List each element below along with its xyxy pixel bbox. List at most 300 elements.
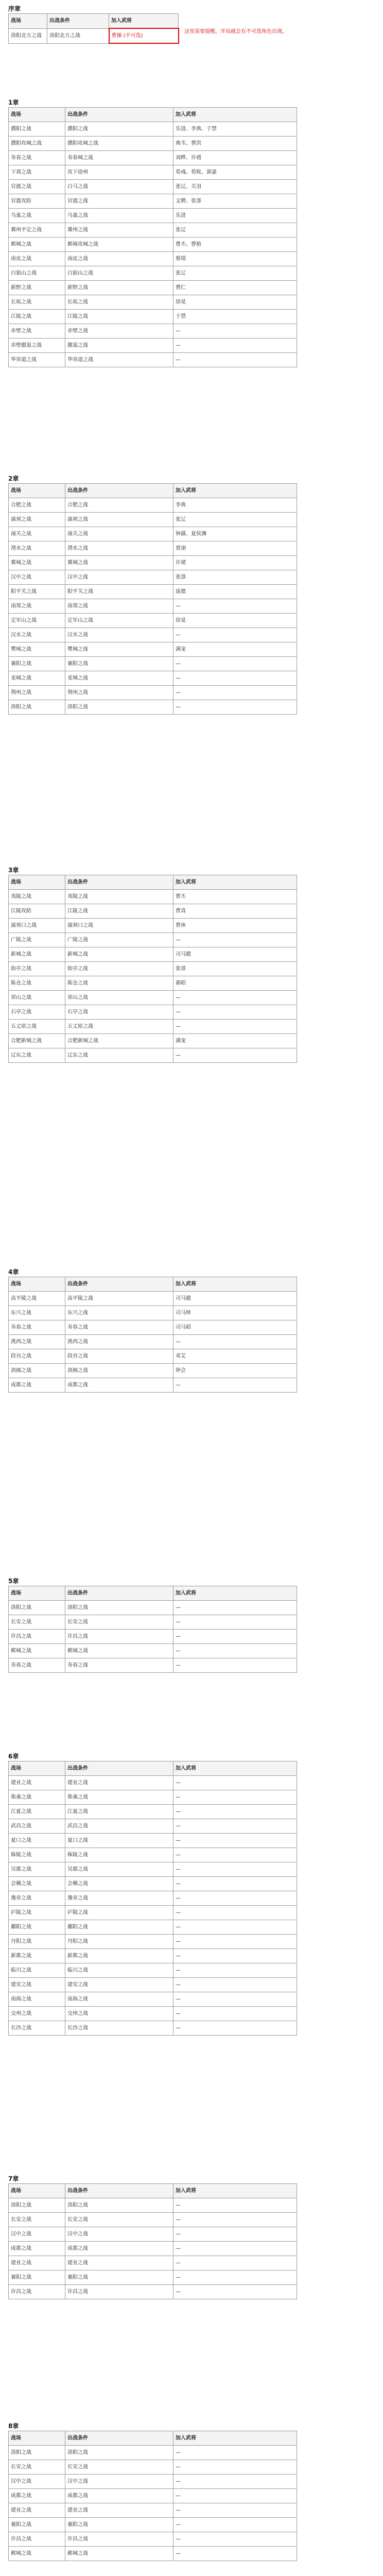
- table-cell: 赤壁撤退之战: [9, 338, 65, 353]
- table-row: [9, 541, 297, 556]
- table-cell: —: [173, 1819, 297, 1834]
- table-cell: 段谷之战: [65, 1349, 173, 1364]
- table-cell: 剑阁之战: [9, 1364, 65, 1378]
- table-cell: 鄱阳之战: [9, 1920, 65, 1935]
- table-cell: 濮阳之战: [65, 122, 173, 137]
- table-cell: —: [173, 686, 297, 700]
- table-row: [9, 2532, 297, 2547]
- table-row: [9, 1615, 297, 1630]
- table-cell: 丹阳之战: [65, 1935, 173, 1949]
- table-row: [9, 1978, 297, 1992]
- table-row: [9, 2503, 297, 2518]
- table-header-row: [9, 1586, 297, 1601]
- table-cell: 庞德: [173, 585, 297, 599]
- table-cell: 濡须口之战: [9, 919, 65, 933]
- table-cell: 合肥之战: [9, 498, 65, 513]
- table-cell-highlight: 曹操 (不可选): [109, 28, 179, 43]
- table-cell: 徐晃: [173, 295, 297, 310]
- table-cell: —: [173, 1906, 297, 1920]
- table-cell: 汉中之战: [65, 570, 173, 585]
- table-cell: 许褚: [173, 556, 297, 570]
- table-cell: —: [173, 1020, 297, 1034]
- table-cell: —: [173, 2475, 297, 2489]
- table-cell: —: [173, 1776, 297, 1790]
- table-row: [9, 180, 297, 194]
- table-row: [9, 1020, 297, 1034]
- table-cell: 夏口之战: [65, 1834, 173, 1848]
- table-cell: —: [173, 2518, 297, 2532]
- table-cell: 新都之战: [65, 1949, 173, 1963]
- header-cell: 战场: [9, 2431, 65, 2446]
- table-cell: —: [173, 1949, 297, 1963]
- table-cell: 赤壁之战: [9, 324, 65, 338]
- header-cell: 战场: [9, 875, 65, 890]
- table-cell: 东兴之战: [65, 1306, 173, 1320]
- table-cell: —: [173, 1630, 297, 1644]
- table-row: [9, 252, 297, 266]
- header-cell: 加入武将: [173, 1277, 297, 1292]
- table-cell: 南皮之战: [65, 252, 173, 266]
- prologue-section: [8, 4, 287, 44]
- table-row: [9, 919, 297, 933]
- table-cell: 陈仓之战: [65, 976, 173, 991]
- table-cell: 寿春城之战: [65, 151, 173, 165]
- table-row: [9, 1658, 297, 1673]
- table-cell: 成都之战: [9, 1378, 65, 1393]
- table-cell: 定军山之战: [9, 614, 65, 628]
- table-row: [9, 947, 297, 962]
- table-cell: —: [173, 657, 297, 671]
- chapter-table: [8, 107, 297, 367]
- table-row: [9, 628, 297, 642]
- table-cell: 洛阳之战: [65, 700, 173, 715]
- table-cell: 成都之战: [9, 2489, 65, 2503]
- chapter-section: [8, 1752, 297, 2036]
- table-cell: —: [173, 1615, 297, 1630]
- table-header-row: [9, 875, 297, 890]
- table-cell: 张郃: [173, 962, 297, 976]
- table-cell: 洛阳之战: [65, 2446, 173, 2460]
- table-cell: 高平陵之战: [9, 1292, 65, 1306]
- table-cell: 汉中之战: [65, 2475, 173, 2489]
- table-row: [9, 1378, 297, 1393]
- table-cell: 东兴之战: [9, 1306, 65, 1320]
- table-cell: 张辽、关羽: [173, 180, 297, 194]
- table-cell: —: [173, 1992, 297, 2007]
- table-cell: 曹真: [173, 904, 297, 919]
- table-row: [9, 2446, 297, 2460]
- table-row: [9, 194, 297, 209]
- table-cell: 南郑之战: [65, 599, 173, 614]
- table-cell: 合肥新城之战: [65, 1034, 173, 1048]
- table-row: [9, 1644, 297, 1658]
- table-cell: 贾诩: [173, 541, 297, 556]
- table-cell: —: [173, 1805, 297, 1819]
- header-cell: 战场: [9, 1586, 65, 1601]
- table-cell: 邺城之战: [9, 238, 65, 252]
- table-cell: —: [173, 2213, 297, 2227]
- table-cell: 交州之战: [65, 2007, 173, 2021]
- table-cell: 襄阳之战: [9, 2270, 65, 2285]
- table-cell: 豫章之战: [65, 1891, 173, 1906]
- chapter-title: 8章: [8, 2422, 19, 2430]
- table-cell: 渭水之战: [9, 541, 65, 556]
- table-row: [9, 904, 297, 919]
- table-cell: 江陵攻防: [9, 904, 65, 919]
- table-row: [9, 570, 297, 585]
- table-cell: 夷陵之战: [9, 890, 65, 904]
- table-header-row: [9, 484, 297, 498]
- table-row: [9, 513, 297, 527]
- table-cell: —: [173, 2198, 297, 2213]
- table-row: [9, 2213, 297, 2227]
- table-cell: 石亭之战: [65, 1005, 173, 1020]
- table-cell: 五丈原之战: [65, 1020, 173, 1034]
- table-row: [9, 165, 297, 180]
- table-header-row: [9, 1277, 297, 1292]
- table-row: [9, 2270, 297, 2285]
- table-cell: 长安之战: [9, 2460, 65, 2475]
- table-cell: 临川之战: [9, 1963, 65, 1978]
- table-row: [9, 1335, 297, 1349]
- table-cell: 乐进: [173, 209, 297, 223]
- table-cell: 攻下徐州: [65, 165, 173, 180]
- table-cell: 洛阳北方之战: [47, 28, 109, 43]
- table-cell: —: [173, 1920, 297, 1935]
- table-cell: 新城之战: [9, 947, 65, 962]
- table-cell: 临川之战: [65, 1963, 173, 1978]
- table-row: [9, 209, 297, 223]
- header-cell: 战场: [9, 1277, 65, 1292]
- table-row: [9, 2460, 297, 2475]
- table-cell: 长安之战: [9, 1615, 65, 1630]
- table-row: [9, 933, 297, 947]
- table-row: [9, 1891, 297, 1906]
- table-cell: —: [173, 2227, 297, 2242]
- table-cell: —: [173, 2242, 297, 2256]
- header-cell: 加入武将: [173, 108, 297, 122]
- table-cell: 洛阳之战: [9, 2446, 65, 2460]
- table-row: [9, 1920, 297, 1935]
- table-cell: 许昌之战: [9, 2532, 65, 2547]
- table-cell: 武昌之战: [9, 1819, 65, 1834]
- table-cell: 樊城之战: [9, 642, 65, 657]
- table-cell: 下邳之战: [9, 165, 65, 180]
- table-cell: 乌巢之战: [9, 209, 65, 223]
- table-cell: 会稽之战: [65, 1877, 173, 1891]
- table-cell: 襄阳之战: [65, 657, 173, 671]
- table-cell: 典韦、曹洪: [173, 137, 297, 151]
- table-cell: —: [173, 2021, 297, 2036]
- table-cell: 成都之战: [9, 2242, 65, 2256]
- header-cell: 出战条件: [65, 108, 173, 122]
- table-row: [9, 991, 297, 1005]
- table-cell: 冀城之战: [65, 556, 173, 570]
- chapter-title: 4章: [8, 1268, 19, 1276]
- table-row: [9, 1601, 297, 1615]
- table-cell: 邺城攻城之战: [65, 238, 173, 252]
- table-cell: 建业之战: [65, 1776, 173, 1790]
- table-cell: 汉水之战: [65, 628, 173, 642]
- table-cell: 鄱阳之战: [65, 1920, 173, 1935]
- chapter-title: 5章: [8, 1578, 19, 1585]
- table-cell: 武昌之战: [65, 1819, 173, 1834]
- table-cell: 寿春之战: [9, 151, 65, 165]
- table-cell: 司马昭: [173, 1320, 297, 1335]
- table-cell: 寿春之战: [9, 1320, 65, 1335]
- table-cell: 石亭之战: [9, 1005, 65, 1020]
- table-cell: 阳平关之战: [65, 585, 173, 599]
- table-cell: —: [173, 1963, 297, 1978]
- table-cell: 曹仁: [173, 281, 297, 295]
- table-cell: 江陵之战: [65, 904, 173, 919]
- chapter-section: [8, 2421, 297, 2561]
- table-cell: 新野之战: [65, 281, 173, 295]
- table-cell: —: [173, 2285, 297, 2299]
- table-cell: 长沙之战: [65, 2021, 173, 2036]
- table-cell: 建业之战: [9, 2256, 65, 2270]
- table-cell: 长坂之战: [65, 295, 173, 310]
- table-row: [9, 1776, 297, 1790]
- table-row: [9, 1630, 297, 1644]
- table-cell: 新野之战: [9, 281, 65, 295]
- chapter-section: [8, 1577, 297, 1673]
- chapter-title: 6章: [8, 1753, 19, 1760]
- table-cell: 邓艾: [173, 1349, 297, 1364]
- table-cell: 江夏之战: [9, 1805, 65, 1819]
- table-cell: 汉水之战: [9, 628, 65, 642]
- table-cell: 潼关之战: [65, 527, 173, 541]
- table-cell: 白狼山之战: [9, 266, 65, 281]
- table-cell: 白狼山之战: [65, 266, 173, 281]
- table-cell: —: [173, 1877, 297, 1891]
- table-cell: 洛阳之战: [9, 1601, 65, 1615]
- table-row: [9, 2242, 297, 2256]
- table-cell: 张辽: [173, 513, 297, 527]
- table-cell: 许昌之战: [9, 2285, 65, 2299]
- header-cell: 加入武将: [173, 484, 297, 498]
- chapter-section: [8, 98, 297, 367]
- header-cell: 战场: [9, 14, 47, 29]
- table-row: [9, 1949, 297, 1963]
- header-cell: 战场: [9, 1761, 65, 1776]
- table-row: [9, 700, 297, 715]
- table-row: [9, 1364, 297, 1378]
- header-cell: 出战条件: [65, 2431, 173, 2446]
- table-cell: 刘晔、许褚: [173, 151, 297, 165]
- table-cell: 钟会: [173, 1364, 297, 1378]
- table-cell: 合肥新城之战: [9, 1034, 65, 1048]
- table-row: [9, 686, 297, 700]
- table-cell: 李典: [173, 498, 297, 513]
- table-cell: 辽东之战: [9, 1048, 65, 1063]
- table-cell: 寿春之战: [65, 1658, 173, 1673]
- header-cell: 加入武将: [173, 1586, 297, 1601]
- table-cell: 司马懿: [173, 947, 297, 962]
- table-cell: —: [173, 1644, 297, 1658]
- chapter-table: [8, 875, 297, 1063]
- table-cell: 文聘、张郃: [173, 194, 297, 209]
- table-cell: 洛阳之战: [65, 1601, 173, 1615]
- table-cell: 成都之战: [65, 2242, 173, 2256]
- table-row: [9, 962, 297, 976]
- table-cell: 建业之战: [65, 2503, 173, 2518]
- table-cell: 白马之战: [65, 180, 173, 194]
- chapter-title: 1章: [8, 99, 19, 106]
- table-row: [9, 295, 297, 310]
- table-row: [9, 266, 297, 281]
- table-cell: 祁山之战: [65, 991, 173, 1005]
- table-cell: 丹阳之战: [9, 1935, 65, 1949]
- header-cell: 加入武将: [173, 1761, 297, 1776]
- table-cell: 渭水之战: [65, 541, 173, 556]
- table-row: [9, 338, 297, 353]
- table-cell: 冀州之战: [65, 223, 173, 238]
- table-cell: 秣陵之战: [9, 1848, 65, 1862]
- table-cell: 襄阳之战: [9, 2518, 65, 2532]
- table-cell: 濡须之战: [65, 513, 173, 527]
- header-cell: 出战条件: [65, 1761, 173, 1776]
- table-cell: 许昌之战: [65, 2285, 173, 2299]
- table-cell: 赤壁之战: [65, 324, 173, 338]
- table-row: [9, 890, 297, 904]
- table-cell: —: [173, 2547, 297, 2561]
- table-cell: —: [173, 599, 297, 614]
- table-cell: 华容道之战: [9, 353, 65, 367]
- table-cell: 豫章之战: [9, 1891, 65, 1906]
- table-cell: 张辽: [173, 266, 297, 281]
- header-cell: 加入武将: [109, 14, 179, 29]
- chapter-section: [8, 2174, 297, 2299]
- table-cell: —: [173, 2460, 297, 2475]
- table-cell: —: [173, 1601, 297, 1615]
- table-cell: 于禁: [173, 310, 297, 324]
- table-cell: 长安之战: [65, 1615, 173, 1630]
- table-row: [9, 1992, 297, 2007]
- table-cell: —: [173, 2007, 297, 2021]
- table-row: [9, 599, 297, 614]
- table-row: [9, 1005, 297, 1020]
- table-cell: 辽东之战: [65, 1048, 173, 1063]
- table-cell: —: [173, 1335, 297, 1349]
- table-cell: 洛阳之战: [65, 2198, 173, 2213]
- table-cell: 张郃: [173, 570, 297, 585]
- table-row: [9, 2227, 297, 2242]
- table-cell: 乐进、李典、于禁: [173, 122, 297, 137]
- header-cell: 加入武将: [173, 2431, 297, 2446]
- table-cell: —: [173, 353, 297, 367]
- table-cell: 夷陵之战: [65, 890, 173, 904]
- prologue-title: 序章: [8, 5, 21, 12]
- table-cell: 汉中之战: [9, 570, 65, 585]
- table-cell: —: [173, 1978, 297, 1992]
- table-cell: 长沙之战: [9, 2021, 65, 2036]
- table-cell: 吴郡之战: [65, 1862, 173, 1877]
- header-cell: 出战条件: [65, 1586, 173, 1601]
- table-row: [9, 2256, 297, 2270]
- table-cell: 襄阳之战: [65, 2270, 173, 2285]
- table-cell: 钟繇、夏侯渊: [173, 527, 297, 541]
- table-cell: 秣陵之战: [65, 1848, 173, 1862]
- table-cell: 建业之战: [9, 2503, 65, 2518]
- table-cell: 广陵之战: [65, 933, 173, 947]
- table-cell: 许昌之战: [65, 1630, 173, 1644]
- table-header-row: [9, 2431, 297, 2446]
- table-cell: —: [173, 2489, 297, 2503]
- table-row: [9, 1935, 297, 1949]
- table-cell: —: [173, 324, 297, 338]
- table-cell: 乌巢之战: [65, 209, 173, 223]
- chapter-table: [8, 483, 297, 715]
- prologue-note: 这里需要提醒，开局就会有不可选角色出现。: [184, 29, 287, 35]
- table-row: [9, 556, 297, 570]
- table-cell: 汉中之战: [9, 2227, 65, 2242]
- table-cell: 柴桑之战: [65, 1790, 173, 1805]
- table-row: [9, 1963, 297, 1978]
- table-cell: 长安之战: [65, 2213, 173, 2227]
- chapter-title: 3章: [8, 867, 19, 874]
- chapter-table: [8, 1586, 297, 1673]
- table-cell: 庐陵之战: [65, 1906, 173, 1920]
- table-cell: 司马师: [173, 1306, 297, 1320]
- table-cell: 邺城之战: [9, 2547, 65, 2561]
- table-cell: —: [173, 1862, 297, 1877]
- table-cell: —: [173, 2270, 297, 2285]
- table-cell: 南海之战: [9, 1992, 65, 2007]
- table-row: [9, 223, 297, 238]
- table-cell: 寿春之战: [9, 1658, 65, 1673]
- table-cell: 徐晃: [173, 614, 297, 628]
- table-cell: 江陵之战: [65, 310, 173, 324]
- table-row: [9, 1848, 297, 1862]
- table-cell: —: [173, 671, 297, 686]
- header-cell: 出战条件: [65, 1277, 173, 1292]
- table-cell: 江夏之战: [65, 1805, 173, 1819]
- table-cell: 蔡瑁: [173, 252, 297, 266]
- table-row: [9, 122, 297, 137]
- table-cell: 潼关之战: [9, 527, 65, 541]
- table-cell: 洛阳北方之战: [9, 28, 47, 43]
- table-cell: 建安之战: [65, 1978, 173, 1992]
- table-cell: 邺城之战: [65, 2547, 173, 2561]
- table-cell: 濮阳之战: [9, 122, 65, 137]
- table-row: [9, 976, 297, 991]
- chapter-section: [8, 866, 297, 1063]
- header-cell: 战场: [9, 484, 65, 498]
- table-row: [9, 151, 297, 165]
- table-row: [9, 671, 297, 686]
- table-row: [9, 353, 297, 367]
- table-cell: 吴郡之战: [9, 1862, 65, 1877]
- chapter-section: [8, 1267, 297, 1393]
- table-cell: —: [173, 2446, 297, 2460]
- table-cell: —: [173, 628, 297, 642]
- table-cell: —: [173, 1848, 297, 1862]
- table-cell: 许昌之战: [9, 1630, 65, 1644]
- table-row: [9, 642, 297, 657]
- table-row: [9, 527, 297, 541]
- table-row: [9, 2547, 297, 2561]
- table-cell: 襄阳之战: [65, 2518, 173, 2532]
- table-row: [9, 498, 297, 513]
- table-row: [9, 1906, 297, 1920]
- table-cell: 濡须口之战: [65, 919, 173, 933]
- table-cell: 剑阁之战: [65, 1364, 173, 1378]
- table-cell: —: [173, 933, 297, 947]
- table-cell: 建业之战: [65, 2256, 173, 2270]
- table-cell: 汉中之战: [65, 2227, 173, 2242]
- table-row: [9, 1048, 297, 1063]
